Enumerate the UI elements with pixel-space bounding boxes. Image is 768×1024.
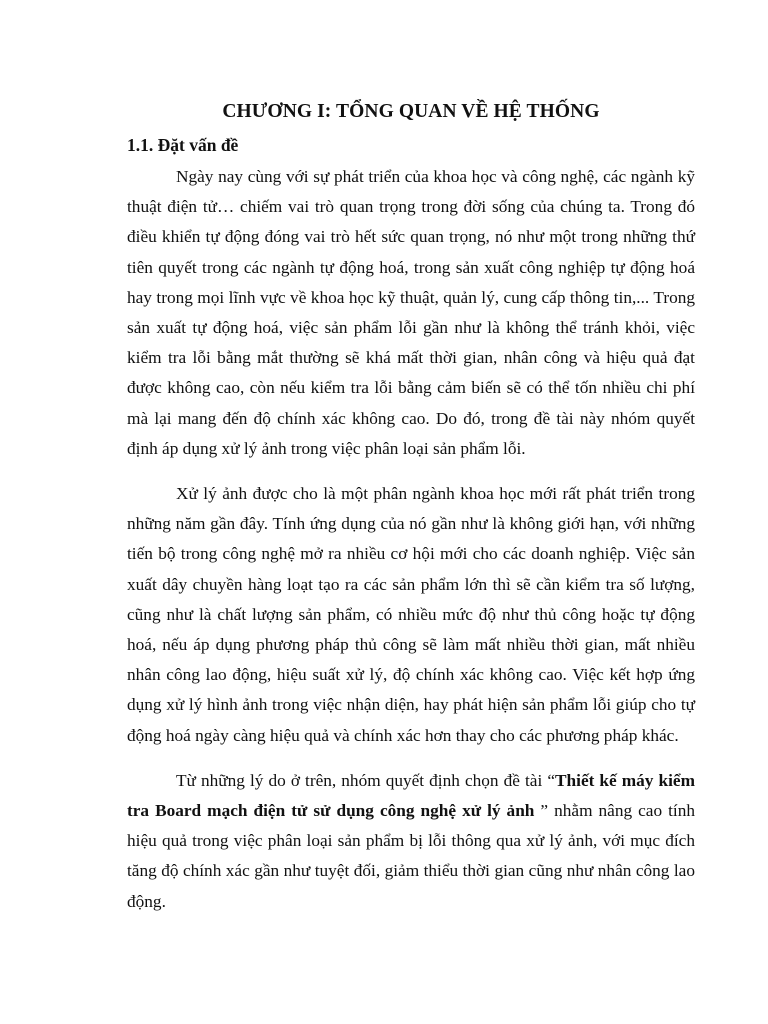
paragraph-image-processing: Xử lý ảnh được cho là một phân ngành khoa học mới rất phát triển trong những năm gần đây. Tính ứng dụng của nó gần như là không giới hạn, với những tiến bộ trong công nghệ mở ra nhiều cơ hội mới cho các doanh nghiệp. Việc sản xuất dây chuyền hàng loạt tạo ra các sản phẩm lớn thì sẽ cần kiểm tra số lượng, cũng như là chất lượng sản phẩm, có nhiều mức độ như thủ công hoặc tự động hoá, nếu áp dụng phương pháp thủ công sẽ làm mất nhiều thời gian, mất nhiều nhân công lao động, hiệu suất xử lý, độ chính xác không cao. Việc kết hợp ứng dụng xử lý hình ảnh trong việc nhận diện, hay phát hiện sản phẩm lỗi giúp cho tự động hoá ngày càng hiệu quả và chính xác hơn thay cho các phương pháp khác. bbox=[127, 484, 695, 745]
section-title: 1.1. Đặt vấn đề bbox=[127, 135, 239, 155]
paragraph-topic-lead-text: Từ những lý do ở trên, nhóm quyết định chọn đề tài “ bbox=[176, 770, 555, 790]
paragraph-intro: Ngày nay cùng với sự phát triển của khoa học và công nghệ, các ngành kỹ thuật điện tử… chiếm vai trò quan trọng trong đời sống của chúng ta. Trong đó điều khiển tự động đóng vai trò hết sức quan trọng, nó như một trong những thứ tiên quyết trong các ngành tự động hoá, trong sản xuất công nghiệp tự động hoá hay trong mọi lĩnh vực về khoa học kỹ thuật, quản lý, cung cấp thông tin,... Trong sản xuất tự động hoá, việc sản phẩm lỗi gần như là không thể tránh khỏi, việc kiểm tra lỗi bằng mắt thường sẽ khá mất thời gian, nhân công và hiệu quả đạt được không cao, còn nếu kiểm tra lỗi bằng cảm biến sẽ có thể tốn nhiều chi phí mà lại mang đến độ chính xác không cao. Do đó, trong đề tài này nhóm quyết định áp dụng xử lý ảnh trong việc phân loại sản phẩm lỗi. bbox=[127, 167, 695, 458]
paragraph-topic-selection bbox=[127, 766, 695, 917]
thesis-topic-title: Thiết kế máy kiểm tra Board mạch điện tử sử dụng công nghệ xử lý ảnh bbox=[127, 770, 695, 821]
paragraph-topic-rest-text: ” nhằm nâng cao tính hiệu quả trong việc phân loại sản phẩm bị lỗi thông qua xử lý ảnh, với mục đích tăng độ chính xác gần như tuyệt đối, giảm thiểu thời gian cũng như nhân công lao động. bbox=[127, 801, 696, 911]
chapter-title: CHƯƠNG I: TỔNG QUAN VỀ HỆ THỐNG bbox=[222, 101, 600, 122]
